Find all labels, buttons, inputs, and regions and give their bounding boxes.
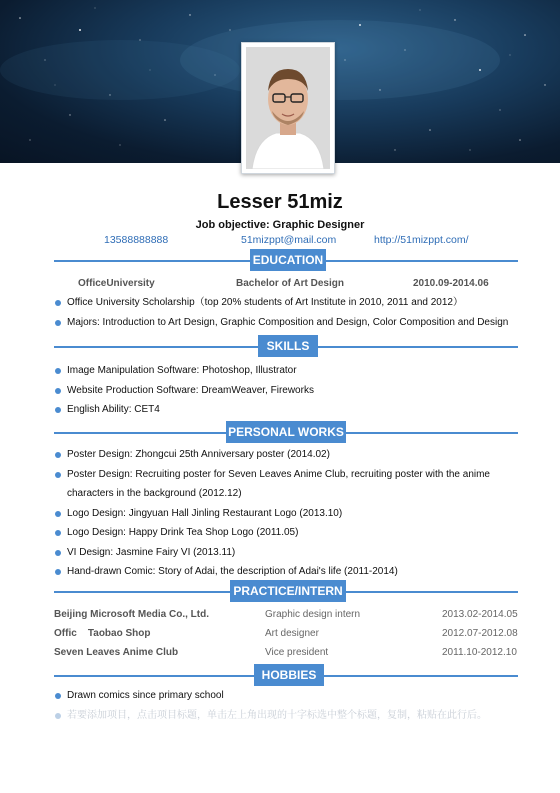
practice-section-header [54,580,518,606]
education-section-header [54,249,518,275]
list-item: English Ability: CET4 [54,400,524,420]
bullet-icon [55,550,61,556]
list-item: VI Design: Jasmine Fairy VI (2013.11) [54,543,524,563]
candidate-name: Lesser 51miz [217,191,343,213]
works-section-header [54,421,518,447]
bullet-icon [55,388,61,394]
bullet-icon [55,472,61,478]
bullet-icon [55,569,61,575]
list-item: Poster Design: Recruiting poster for Seven Leaves Anime Club, recruiting poster with the anime characters in the background (2012.12) [54,465,524,504]
list-item: Logo Design: Happy Drink Tea Shop Logo (2011.05) [54,523,524,543]
section-title-skills: SKILLS [258,335,318,357]
section-title-practice: PRACTICE/INTERN [230,580,346,602]
list-item: Hand-drawn Comic: Story of Adai, the description of Adai's life (2011-2014) [54,562,524,582]
avatar [246,47,330,169]
list-item: Drawn comics since primary school [54,686,524,706]
profile-photo [241,42,335,174]
list-item: Office University Scholarship（top 20% students of Art Institute in 2010, 2011 and 2012） [54,293,524,313]
list-item: Image Manipulation Software: Photoshop, Illustrator [54,361,524,381]
education-list [54,293,524,332]
job-objective: Job objective: Graphic Designer [195,219,365,231]
section-title-education: EDUCATION [250,249,326,271]
bullet-icon [55,452,61,458]
bullet-icon [55,368,61,374]
degree: Bachelor of Art Design [236,278,344,289]
bullet-icon [55,407,61,413]
bullet-icon [55,300,61,306]
list-item: Website Production Software: DreamWeaver, Fireworks [54,381,524,401]
website-link[interactable]: http://51mizppt.com/ [374,234,469,246]
list-item: Poster Design: Zhongcui 25th Anniversary poster (2014.02) [54,445,524,465]
education-period: 2010.09-2014.06 [413,278,489,289]
bullet-icon [55,511,61,517]
bullet-icon [55,530,61,536]
skills-section-header [54,335,518,361]
bullet-icon [55,713,61,719]
skills-list [54,361,524,420]
bullet-icon [55,320,61,326]
hobbies-list [54,686,524,725]
placeholder-hint: 若要添加项目，点击项目标题，单击左上角出现的十字标选中整个标题，复制，粘贴在此行后。 [54,706,524,726]
email-link[interactable]: 51mizppt@mail.com [241,234,337,246]
bullet-icon [55,693,61,699]
works-list [54,445,524,582]
section-title-hobbies: HOBBIES [254,664,324,686]
phone-number: 13588888888 [104,234,169,246]
list-item: Logo Design: Jingyuan Hall Jinling Restaurant Logo (2013.10) [54,504,524,524]
school-name: OfficeUniversity [78,278,155,289]
section-title-works: PERSONAL WORKS [226,421,346,443]
list-item: Majors: Introduction to Art Design, Graphic Composition and Design, Color Composition and Design [54,313,524,333]
